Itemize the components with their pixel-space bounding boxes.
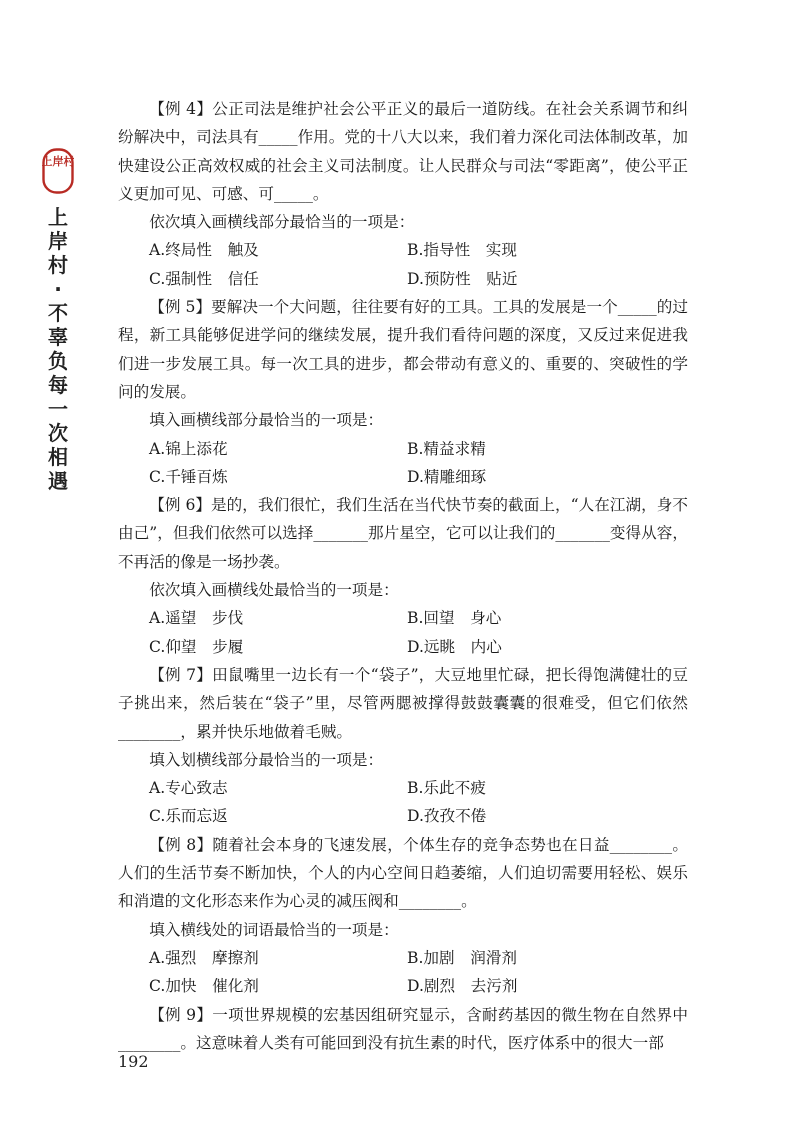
- example-paragraph: 【例 4】公正司法是维护社会公平正义的最后一道防线。在社会关系调节和纠纷解决中，司法具有_____作用。党的十八大以来，我们着力深化司法体制改革，加快建设公正高效权威的社会主义司法制度。让人民群众与司法“零距离”，使公平正义更加可见、可感、可_____。: [118, 100, 688, 203]
- answer-option: D.远眺 内心: [407, 637, 502, 656]
- answer-option: A.强烈 摩擦剂: [149, 948, 259, 967]
- svg-text:上岸村: 上岸村: [42, 155, 74, 168]
- answer-option: C.千锤百炼: [149, 467, 228, 486]
- example-paragraph: 【例 7】田鼠嘴里一边长有一个“袋子”，大豆地里忙碌，把长得饱满健壮的豆子挑出来，然后装在“袋子”里，尽管两腮被撑得鼓鼓囊囊的很难受，但它们依然________，累并快乐地做着毛贼。: [118, 665, 688, 741]
- example-block: [118, 293, 688, 491]
- options-grid: [118, 435, 688, 492]
- answer-option: D.孜孜不倦: [407, 807, 487, 826]
- example-paragraph: 【例 9】一项世界规模的宏基因组研究显示，含耐药基因的微生物在自然界中________。这意味着人类有可能回到没有抗生素的时代，医疗体系中的很大一部: [118, 1005, 688, 1052]
- answer-option: D.剧烈 去污剂: [407, 977, 518, 996]
- shangancun-seal-logo: [42, 148, 74, 194]
- answer-option: A.锦上添花: [149, 439, 228, 458]
- example-block: [118, 491, 688, 661]
- example-block: [118, 95, 688, 293]
- answer-option: C.仰望 步履: [149, 637, 244, 656]
- answer-option: A.专心致志: [149, 779, 228, 798]
- example-block: [118, 831, 688, 1001]
- example-paragraph: 【例 5】要解决一个大问题，往往要有好的工具。工具的发展是一个_____的过程，新工具能够促进学问的继续发展，提升我们看待问题的深度，又反过来促进我们进一步发展工具。每一次工具的进步，都会带动有意义的、重要的、突破性的学问的发展。: [118, 298, 688, 401]
- example-block: [118, 661, 688, 831]
- question-prompt: 填入画横线部分最恰当的一项是：: [149, 411, 384, 430]
- options-grid: [118, 236, 688, 293]
- answer-option: B.乐此不疲: [407, 779, 486, 798]
- answer-option: B.精益求精: [407, 439, 486, 458]
- page-number: 192: [118, 1052, 149, 1071]
- side-slogan: 上岸村·不辜负每一次相遇: [48, 205, 68, 493]
- options-grid: [118, 944, 688, 1001]
- example-paragraph: 【例 6】是的，我们很忙，我们生活在当代快节奏的截面上，“人在江湖，身不由己”，但我们依然可以选择_______那片星空，它可以让我们的_______变得从容，不再活的像是一场抄袭。: [118, 496, 688, 571]
- question-prompt: 填入划横线部分最恰当的一项是：: [149, 750, 384, 769]
- question-prompt: 填入横线处的词语最恰当的一项是：: [149, 920, 399, 939]
- answer-option: D.预防性 贴近: [407, 269, 518, 288]
- answer-option: C.强制性 信任: [149, 269, 259, 288]
- question-prompt: 依次填入画横线部分最恰当的一项是：: [149, 213, 415, 232]
- answer-option: B.加剧 润滑剂: [407, 948, 517, 967]
- answer-option: B.指导性 实现: [407, 241, 517, 260]
- options-grid: [118, 604, 688, 661]
- example-block: [118, 1001, 688, 1058]
- question-prompt: 依次填入画横线处最恰当的一项是：: [149, 581, 399, 600]
- answer-option: A.终局性 触及: [149, 241, 259, 260]
- answer-option: C.乐而忘返: [149, 807, 228, 826]
- page-body: [118, 95, 688, 1057]
- example-paragraph: 【例 8】随着社会本身的飞速发展，个体生存的竞争态势也在日益________。人们的生活节奏不断加快，个人的内心空间日趋萎缩，人们迫切需要用轻松、娱乐和消遣的文化形态来作为心灵的减压阀和________。: [118, 835, 688, 911]
- options-grid: [118, 774, 688, 831]
- answer-option: D.精雕细琢: [407, 467, 487, 486]
- answer-option: B.回望 身心: [407, 609, 502, 628]
- answer-option: A.遥望 步伐: [149, 609, 244, 628]
- answer-option: C.加快 催化剂: [149, 977, 259, 996]
